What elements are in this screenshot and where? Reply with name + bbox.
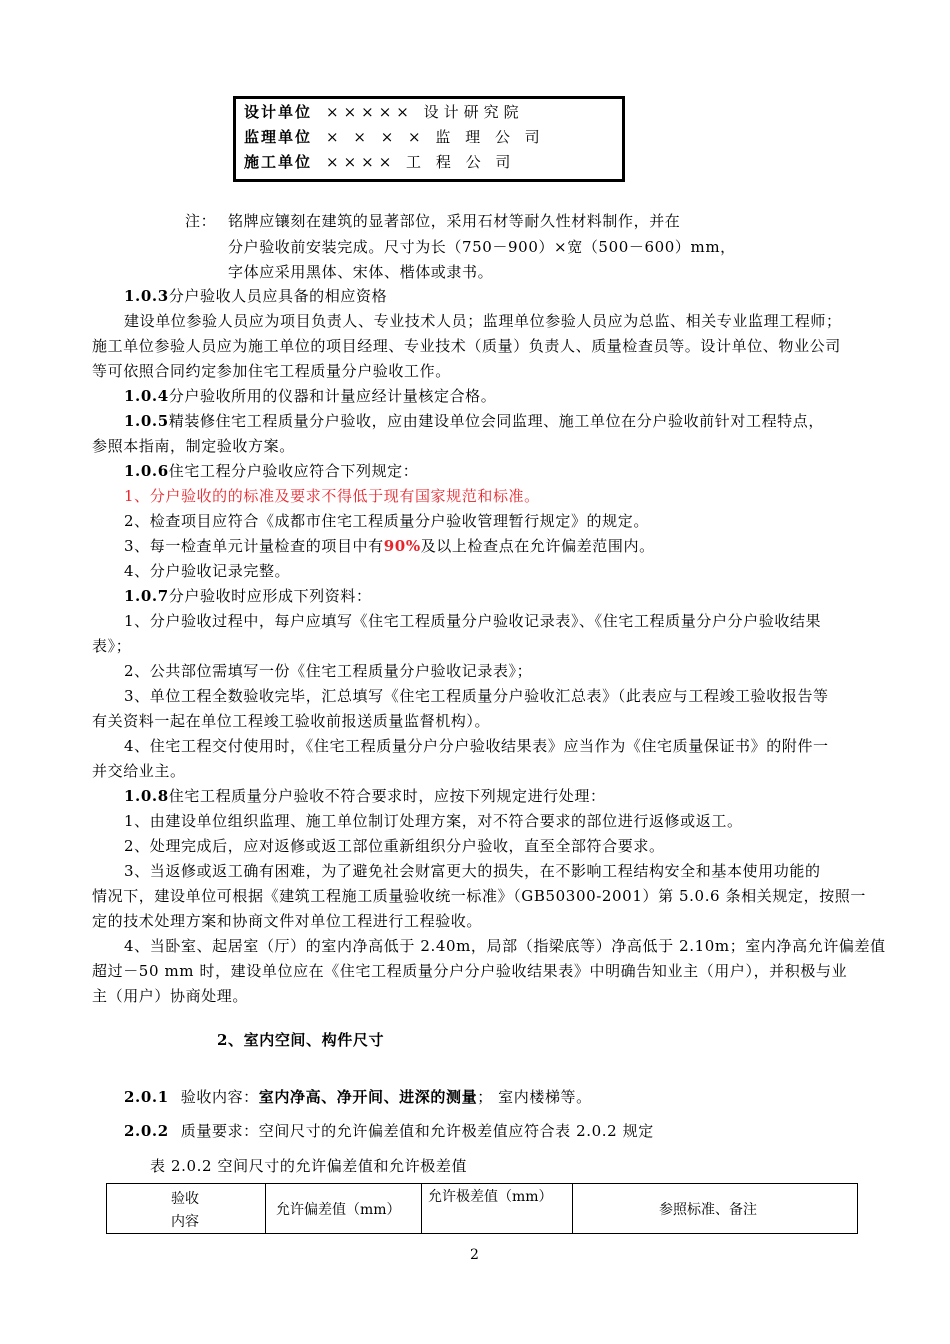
clause-label: 验收内容：: [180, 1088, 259, 1106]
header-text: 允许偏差值（mm）: [276, 1202, 401, 1218]
clause-text: 分户验收所用的仪器和计量应经计量核定合格。: [168, 387, 497, 405]
tolerance-table: [106, 1183, 858, 1234]
clause-1-0-8: [124, 786, 606, 806]
nameplate-row-construction: [244, 151, 515, 172]
note-line: 字体应采用黑体、宋体、楷体或隶书。: [228, 263, 494, 281]
note-prefix: 注：: [185, 212, 217, 230]
clause-number: 1.0.7: [124, 587, 169, 605]
clause-number: 1.0.3: [124, 287, 169, 305]
paragraph-line: 等可依照合同约定参加住宅工程质量分户验收工作。: [92, 362, 451, 380]
clause-text: 精装修住宅工程质量分户验收，应由建设单位会同监理、施工单位在分户验收前针对工程特点，: [168, 412, 824, 430]
nameplate-row-design: [244, 101, 524, 122]
clause-number: 1.0.6: [124, 462, 169, 480]
table-header-row: [107, 1184, 858, 1234]
clause-text: ； 室内楼梯等。: [477, 1088, 592, 1106]
paragraph-line: 2、处理完成后，应对返修或返工部位重新组织分户验收，直至全部符合要求。: [124, 837, 665, 855]
table-header-cell: [422, 1184, 573, 1234]
paragraph-line: 主（用户）协商处理。: [92, 987, 249, 1005]
header-text: 验收: [171, 1191, 199, 1207]
header-text: 允许极差值（mm）: [428, 1189, 553, 1205]
rule-percentage: 90%: [383, 537, 421, 555]
table-header-cell: [107, 1184, 266, 1234]
table-header-cell: [573, 1184, 858, 1234]
table-header-cell: [266, 1184, 422, 1234]
paragraph-line: 4、当卧室、起居室（厅）的室内净高低于 2.40m，局部（指梁底等）净高低于 2.10m；室内净高允许偏差值: [124, 937, 886, 955]
nameplate-value: ××××× 设计研究院: [326, 103, 524, 121]
paragraph-line: 施工单位参验人员应为施工单位的项目经理、专业技术（质量）负责人、质量检查员等。设计单位、物业公司: [92, 337, 841, 355]
clause-text: 分户验收时应形成下列资料：: [168, 587, 372, 605]
clause-number: 2.0.2: [124, 1122, 169, 1140]
clause-1-0-6: [124, 461, 418, 481]
clause-number: 2.0.1: [124, 1088, 169, 1106]
paragraph-line: 1、分户验收过程中，每户应填写《住宅工程质量分户验收记录表》、《住宅工程质量分户分户验收结果: [124, 612, 822, 630]
clause-number: 1.0.5: [124, 412, 169, 430]
nameplate-value: × × × × 监 理 公 司: [326, 128, 545, 146]
clause-1-0-3: [124, 286, 387, 306]
clause-2-0-1: [124, 1087, 592, 1107]
paragraph-line: 3、单位工程全数验收完毕，汇总填写《住宅工程质量分户验收汇总表》（此表应与工程竣工验收报告等: [124, 687, 829, 705]
paragraph-line: 建设单位参验人员应为项目负责人、专业技术人员；监理单位参验人员应为总监、相关专业监理工程师；: [124, 312, 842, 330]
rule-item-4: 4、分户验收记录完整。: [124, 562, 291, 580]
paragraph-line: 2、公共部位需填写一份《住宅工程质量分户验收记录表》；: [124, 662, 533, 680]
nameplate-row-supervision: [244, 126, 545, 147]
paragraph-line: 4、住宅工程交付使用时，《住宅工程质量分户分户验收结果表》应当作为《住宅质量保证书》的附件一: [124, 737, 829, 755]
note-line: 分户验收前安装完成。尺寸为长（750－900）×宽（500－600）mm，: [228, 238, 736, 256]
rule-item-1: 1、分户验收的的标准及要求不得低于现有国家规范和标准。: [124, 487, 540, 505]
note-line: 铭牌应镶刻在建筑的显著部位，采用石材等耐久性材料制作，并在: [228, 212, 681, 230]
clause-bold-text: 室内净高、净开间、进深的测量: [258, 1088, 478, 1106]
header-text: 内容: [171, 1214, 199, 1230]
paragraph-line: 3、当返修或返工确有困难，为了避免社会财富更大的损失，在不影响工程结构安全和基本使用功能的: [124, 862, 821, 880]
clause-1-0-4: [124, 386, 496, 406]
paragraph-line: 定的技术处理方案和协商文件对单位工程进行工程验收。: [92, 912, 483, 930]
section-heading: 2、室内空间、构件尺寸: [217, 1031, 385, 1049]
nameplate-label: 监理单位: [244, 128, 313, 146]
nameplate-label: 设计单位: [244, 103, 313, 121]
paragraph-line: 并交给业主。: [92, 762, 186, 780]
paragraph-line: 有关资料一起在单位工程竣工验收前报送质量监督机构）。: [92, 712, 491, 730]
clause-1-0-5: [124, 411, 824, 431]
clause-1-0-7: [124, 586, 372, 606]
paragraph-line: 超过－50 mm 时，建设单位应在《住宅工程质量分户分户验收结果表》中明确告知业主（用户），并积极与业: [92, 962, 848, 980]
clause-number: 1.0.4: [124, 387, 169, 405]
clause-text: 住宅工程分户验收应符合下列规定：: [168, 462, 419, 480]
clause-text: 质量要求：空间尺寸的允许偏差值和允许极差值应符合表 2.0.2 规定: [180, 1122, 654, 1140]
table-caption: 表 2.0.2 空间尺寸的允许偏差值和允许极差值: [150, 1157, 468, 1175]
page-number: 2: [470, 1247, 479, 1263]
paragraph-line: 1、由建设单位组织监理、施工单位制订处理方案，对不符合要求的部位进行返修或返工。: [124, 812, 743, 830]
nameplate-value: ×××× 工 程 公 司: [326, 153, 516, 171]
clause-number: 1.0.8: [124, 787, 169, 805]
clause-2-0-2: [124, 1121, 654, 1141]
header-text: 参照标准、备注: [659, 1202, 757, 1218]
paragraph-line: 参照本指南，制定验收方案。: [92, 437, 295, 455]
rule-text: 及以上检查点在允许偏差范围内。: [420, 537, 655, 555]
rule-item-2: 2、检查项目应符合《成都市住宅工程质量分户验收管理暂行规定》的规定。: [124, 512, 649, 530]
clause-text: 住宅工程质量分户验收不符合要求时，应按下列规定进行处理：: [168, 787, 606, 805]
nameplate-box: [233, 96, 625, 182]
nameplate-label: 施工单位: [244, 153, 313, 171]
rule-item-3: [124, 536, 655, 556]
clause-text: 分户验收人员应具备的相应资格: [168, 287, 388, 305]
paragraph-line: 表》；: [92, 637, 132, 655]
paragraph-line: 情况下，建设单位可根据《建筑工程施工质量验收统一标准》（GB50300-2001）第 5.0.6 条相关规定，按照一: [92, 887, 866, 905]
rule-text: 3、每一检查单元计量检查的项目中有: [124, 537, 384, 555]
